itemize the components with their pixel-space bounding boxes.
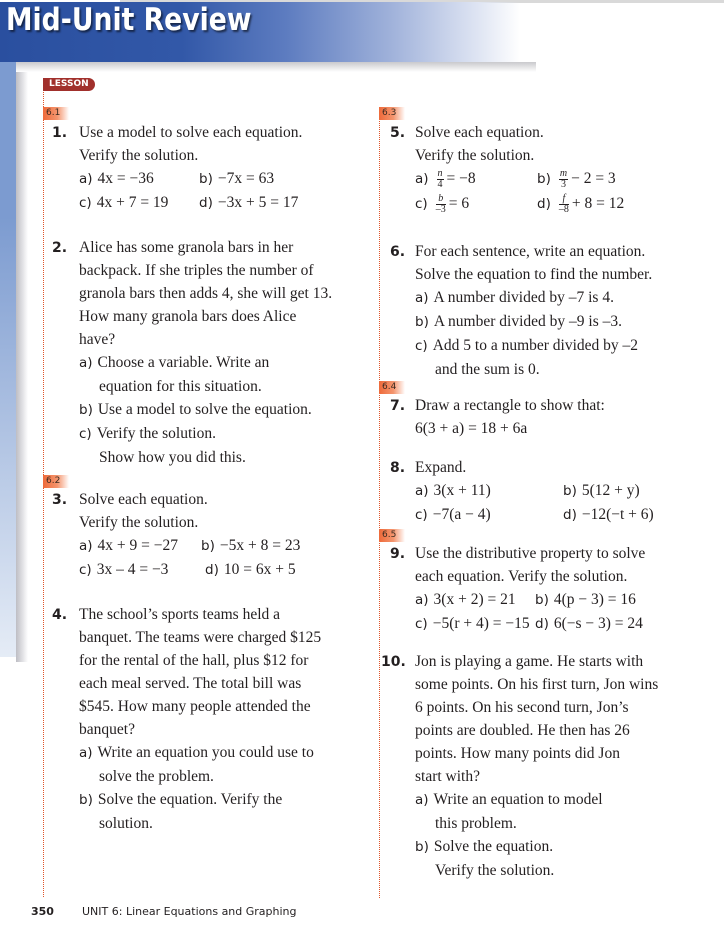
- question-number: 8.: [390, 460, 406, 476]
- fraction: $\frac{m}{3}$: [559, 167, 568, 190]
- lesson-tag-6-5: 6.5: [379, 529, 405, 542]
- fraction: $\frac{f}{-8}$: [558, 192, 569, 215]
- unit-title: UNIT 6: Linear Equations and Graphing: [82, 905, 297, 918]
- question-1: Use a model to solve each equation. Verify the solution. a) 4x = −36 b) −7x = 63 c) 4x + 7 = 19 d) −3x + 5 = 17: [79, 121, 369, 215]
- question-5: Solve each equation. Verify the solution. a) $\frac{n}{4}$ = −8 b) $\frac{m}{3}$ − 2 = 3 c) $\frac{b}{-3}$ = 6 d) $\frac{f}{-8}$ + 8 = 12: [415, 121, 715, 217]
- fraction: $\frac{b}{-3}$: [435, 192, 446, 215]
- question-number: 9.: [390, 546, 406, 562]
- question-number: 7.: [390, 398, 406, 414]
- part-row: c) $\frac{b}{-3}$ = 6 d) $\frac{f}{-8}$ + 8 = 12: [415, 192, 625, 215]
- lesson-badge: LESSON: [43, 78, 95, 91]
- question-number: 3.: [52, 492, 68, 508]
- question-number: 5.: [390, 125, 406, 141]
- question-number: 2.: [52, 240, 68, 256]
- question-2: Alice has some granola bars in her backpack. If she triples the number of granola bars then adds 4, she will get 13. How many granola bars does Alice have? a) Choose a variable. Write an equation for this situation. b) Use a model to solve the equation. c) Verify the solution. Show how you did this.: [79, 239, 333, 466]
- question-8: Expand. a) 3(x + 11) b) 5(12 + y) c) −7(a − 4) d) −12(−t + 6): [415, 456, 715, 527]
- part-row: c) 3x – 4 = −3 d) 10 = 6x + 5: [79, 561, 296, 578]
- question-number: 4.: [52, 607, 68, 623]
- question-number: 6.: [390, 244, 406, 260]
- part-row: c) −7(a − 4) d) −12(−t + 6): [415, 506, 654, 523]
- part-row: a) 3(x + 11) b) 5(12 + y): [415, 482, 640, 499]
- left-sidebar-fade: [0, 217, 16, 657]
- part-row: a) 4x + 9 = −27 b) −5x + 8 = 23: [79, 537, 301, 554]
- part-row: c) 4x + 7 = 19 d) −3x + 5 = 17: [79, 194, 299, 211]
- lesson-tag-6-1: 6.1: [43, 107, 69, 120]
- left-sidebar-band: [0, 62, 16, 217]
- lesson-tag-6-4: 6.4: [379, 381, 405, 394]
- part-row: a) $\frac{n}{4}$ = −8 b) $\frac{m}{3}$ − 2 = 3: [415, 167, 616, 190]
- sidebar-shadow: [16, 62, 28, 662]
- part-row: c) −5(r + 4) = −15 d) 6(−s − 3) = 24: [415, 615, 643, 632]
- part-row: a) 3(x + 2) = 21 b) 4(p − 3) = 16: [415, 591, 636, 608]
- lesson-tag-6-3: 6.3: [379, 107, 405, 120]
- page-title: Mid-Unit Review: [6, 2, 252, 38]
- lesson-tag-6-2: 6.2: [43, 475, 69, 488]
- question-6: For each sentence, write an equation. Solve the equation to find the number. a) A number divided by –7 is 4. b) A number divided by –9 is –3. c) Add 5 to a number divided by –2 and the sum is 0.: [415, 243, 653, 378]
- question-number: 10.: [381, 654, 406, 670]
- left-column-rule: [43, 92, 44, 897]
- fraction: $\frac{n}{4}$: [437, 167, 443, 190]
- question-10: Jon is playing a game. He starts with some points. On his first turn, Jon wins 6 points. On his second turn, Jon’s points are doubled. He then has 26 points. How many points did Jon start with? a) Write an equation to model this problem. b) Solve the equation. Verify the solution.: [415, 653, 659, 879]
- question-9: Use the distributive property to solve each equation. Verify the solution. a) 3(x + 2) = 21 b) 4(p − 3) = 16 c) −5(r + 4) = −15 d) 6(−s − 3) = 24: [415, 542, 720, 636]
- question-3: Solve each equation. Verify the solution. a) 4x + 9 = −27 b) −5x + 8 = 23 c) 3x – 4 = −3 d) 10 = 6x + 5: [79, 488, 374, 582]
- page-number: 350: [31, 905, 54, 918]
- part-row: a) 4x = −36 b) −7x = 63: [79, 170, 275, 187]
- question-4: The school’s sports teams held a banquet. The teams were charged $125 for the rental of the hall, plus $12 for each meal served. The total bill was $545. How many people attended the banquet? a) Write an equation you could use to solve the problem. b) Solve the equation. Verify the solution.: [79, 606, 322, 832]
- right-column-rule: [379, 108, 380, 898]
- title-banner: [0, 2, 520, 62]
- question-number: 1.: [52, 125, 68, 141]
- header-shadow: [16, 62, 536, 72]
- question-7: Draw a rectangle to show that: 6(3 + a) = 18 + 6a: [415, 397, 605, 437]
